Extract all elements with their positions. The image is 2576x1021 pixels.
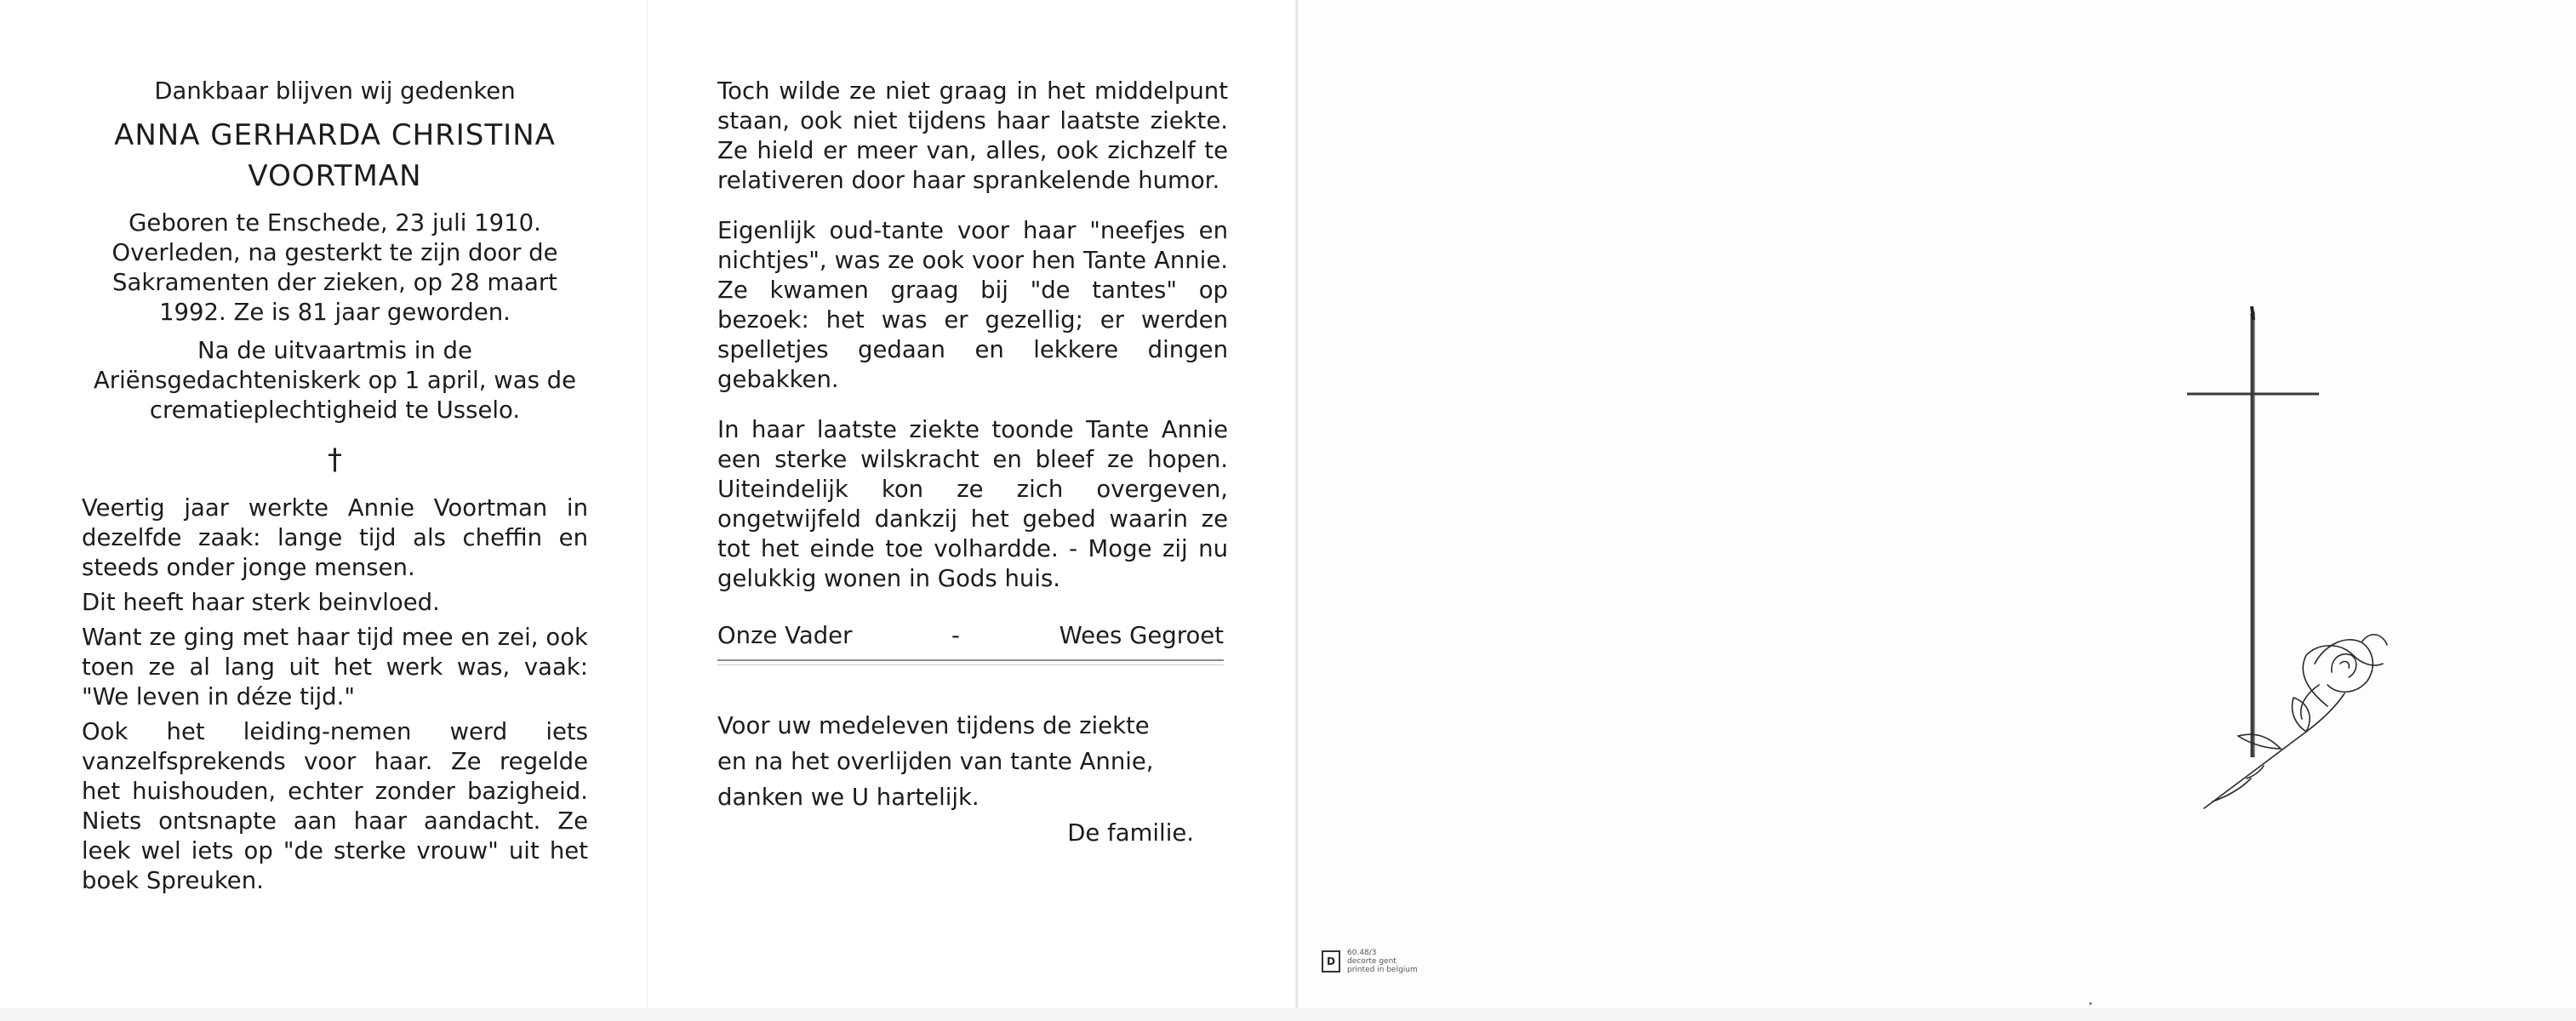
name-line-1: ANNA GERHARDA CHRISTINA: [114, 118, 556, 152]
middle-paragraph-2: Eigenlijk oud-tante voor haar "neefjes en nichtjes", was ze ook voor hen Tante Annie. Ze kwamen graag bij "de tantes" op bezoek: het was er gezellig; er werden spelletjes gedaan en lekkere dingen gebakken.: [717, 217, 1228, 393]
left-paragraph-4: Ook het leiding-nemen werd iets vanzelfsprekends voor haar. Ze regelde het huishouden, echter zonder bazigheid. Niets ontsnapte aan haar aandacht. Ze leek wel iets op "de sterke vrouw" uit het boek Spreuken.: [82, 718, 588, 894]
cross-with-rose-illustration: [2179, 306, 2434, 834]
speck: [2089, 1002, 2092, 1005]
thanks-line-3: danken we U hartelijk.: [717, 784, 980, 811]
imprint-origin: printed in belgium: [1347, 966, 1418, 974]
thanks-line-2: en na het overlijden van tante Annie,: [717, 748, 1154, 775]
prayer-line: [717, 621, 1224, 661]
imprint-text: [1347, 949, 1418, 974]
left-page: [0, 0, 648, 1008]
middle-page: [648, 0, 1294, 1008]
birth-death-text: Geboren te Enschede, 23 juli 1910. Overleden, na gesterkt te zijn door de Sakramenten der zieken, op 28 maart 1992. Ze is 81 jaar geworden.: [111, 209, 558, 326]
intro-line: Dankbaar blijven wij gedenken: [154, 77, 516, 105]
signature: De familie.: [1067, 819, 1194, 847]
left-column: [82, 77, 588, 901]
deceased-name: [82, 115, 588, 197]
imprint-code: 60.48/3: [1347, 949, 1377, 957]
prayer-dash: -: [951, 622, 960, 649]
printer-logo-icon: D: [1322, 950, 1340, 973]
left-paragraph-3: Want ze ging met haar tijd mee en zei, ook toen ze al lang uit het werk was, vaak: "We leven in déze tijd.": [82, 624, 588, 710]
printer-imprint: [1322, 949, 1418, 974]
funeral-text: Na de uitvaartmis in de Ariënsgedachteniskerk op 1 april, was de crematieplechtigheid te Usselo.: [93, 337, 577, 424]
imprint-printer: decorte gent: [1347, 957, 1397, 966]
cross-symbol: †: [328, 442, 342, 476]
middle-column: [717, 77, 1228, 848]
cross-icon: [2187, 306, 2319, 757]
middle-paragraph-3: In haar laatste ziekte toonde Tante Annie een sterke wilskracht en bleef ze hopen. Uiteindelijk kon ze zich overgeven, ongetwijfeld dankzij het gebed waarin ze tot het einde toe volhardde. - Moge zij nu gelukkig wonen in Gods huis.: [717, 416, 1228, 592]
thanks-line-1: Voor uw medeleven tijdens de ziekte: [717, 712, 1150, 739]
middle-paragraph-1: Toch wilde ze niet graag in het middelpunt staan, ook niet tijdens haar laatste ziekte. Ze hield er meer van, alles, ook zichzelf te relativeren door haar sprankelende humor.: [717, 77, 1228, 194]
left-paragraph-1: Veertig jaar werkte Annie Voortman in dezelfde zaak: lange tijd als cheffin en steeds onder jonge mensen.: [82, 494, 588, 581]
name-line-2: VOORTMAN: [248, 159, 422, 193]
thanks-text: [717, 708, 1228, 815]
prayer-hail-mary: Wees Gegroet: [1059, 622, 1224, 649]
prayer-our-father: Onze Vader: [717, 622, 853, 649]
left-paragraph-2: Dit heeft haar sterk beinvloed.: [82, 589, 440, 616]
rose-icon: [2204, 635, 2387, 808]
